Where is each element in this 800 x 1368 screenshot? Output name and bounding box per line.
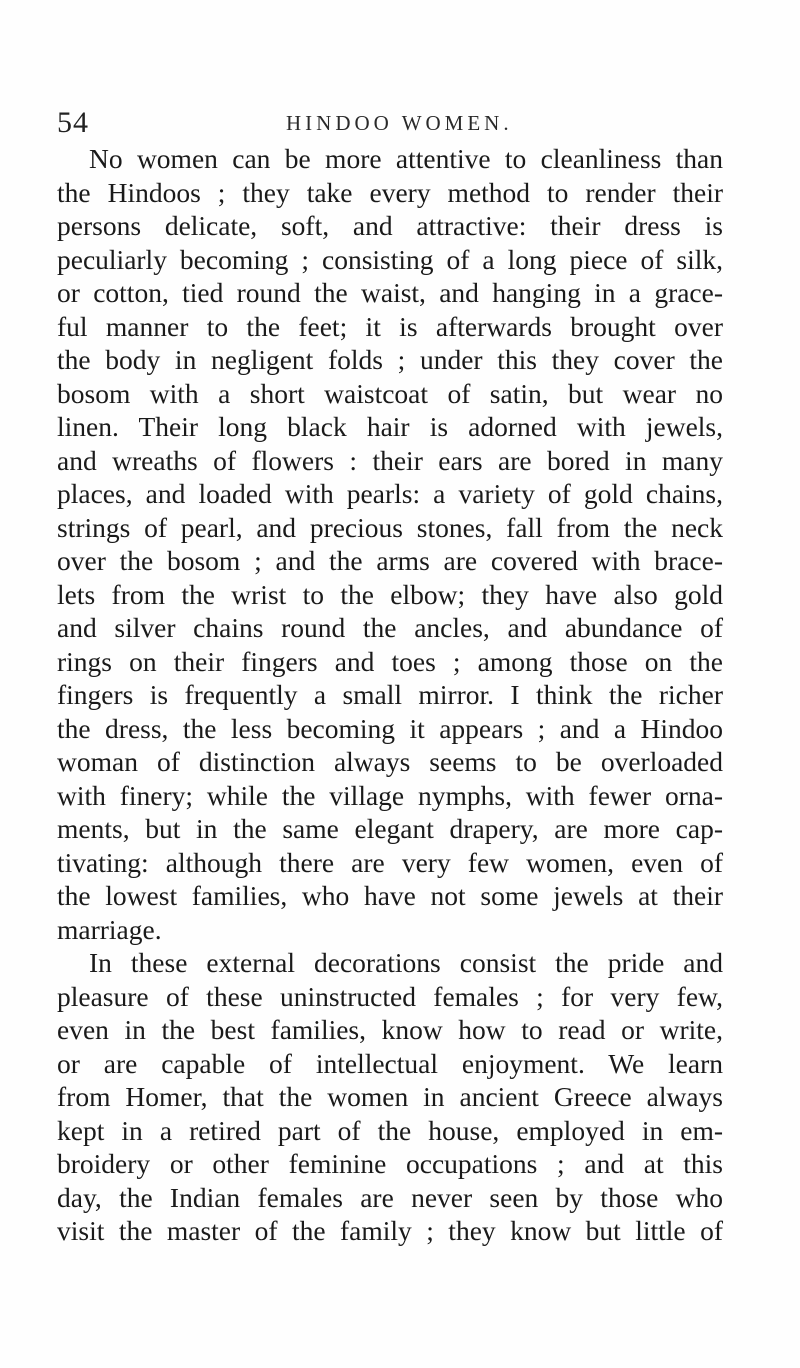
text-line: fingers is frequently a small mirror. I think the richer (57, 679, 723, 710)
text-line: pleasure of these uninstructed females ; for very few, (57, 980, 723, 1012)
text-line: the Hindoos ; they take every method to render their (57, 176, 723, 208)
text-line: peculiarly becoming ; consisting of a long piece of silk, (57, 243, 723, 275)
text-line: the dress, the less becoming it appears ; and a Hindoo (57, 712, 723, 744)
text-line: persons delicate, soft, and attractive: their dress is (57, 210, 723, 241)
page-number: 54 (57, 106, 89, 139)
text-line: and wreaths of flowers : their ears are bored in many (57, 444, 723, 476)
text-line: and silver chains round the ancles, and abundance of (57, 612, 723, 643)
text-line: the lowest families, who have not some jewels at their (57, 880, 723, 911)
text-line: tivating: although there are very few women, even of (57, 846, 723, 878)
text-line: lets from the wrist to the elbow; they have also gold (57, 578, 723, 610)
text-line: or are capable of intellectual enjoyment. We learn (57, 1047, 723, 1079)
text-line: even in the best families, know how to read or write, (57, 1014, 723, 1045)
text-line: strings of pearl, and precious stones, fall from the neck (57, 511, 723, 543)
text-line: broidery or other feminine occupations ; and at this (57, 1148, 723, 1179)
text-line: ments, but in the same elegant drapery, are more cap- (57, 813, 723, 844)
text-line: woman of distinction always seems to be overloaded (57, 746, 723, 777)
text-line: No women can be more attentive to cleanliness than (89, 143, 723, 174)
text-line: In these external decorations consist the pride and (89, 947, 723, 978)
text-line: places, and loaded with pearls: a variety of gold chains, (57, 478, 723, 509)
text-line: kept in a retired part of the house, employed in em- (57, 1114, 723, 1146)
text-line: visit the master of the family ; they know but little of (57, 1215, 723, 1246)
text-line: marriage. (57, 913, 162, 945)
running-head: HINDOO WOMEN. (286, 111, 513, 135)
body-text (57, 142, 723, 1248)
text-line: the body in negligent folds ; under this they cover the (57, 344, 723, 375)
text-line: rings on their fingers and toes ; among those on the (57, 645, 723, 677)
text-line: day, the Indian females are never seen by those who (57, 1181, 723, 1213)
text-line: or cotton, tied round the waist, and hanging in a grace- (57, 277, 723, 308)
text-line: bosom with a short waistcoat of satin, but wear no (57, 377, 723, 409)
text-line: ful manner to the feet; it is afterwards brought over (57, 310, 723, 342)
text-line: linen. Their long black hair is adorned with jewels, (57, 411, 723, 442)
text-line: with finery; while the village nymphs, with fewer orna- (57, 779, 723, 811)
page-header (57, 103, 657, 143)
text-line: from Homer, that the women in ancient Greece always (57, 1081, 723, 1112)
text-line: over the bosom ; and the arms are covered with brace- (57, 545, 723, 576)
